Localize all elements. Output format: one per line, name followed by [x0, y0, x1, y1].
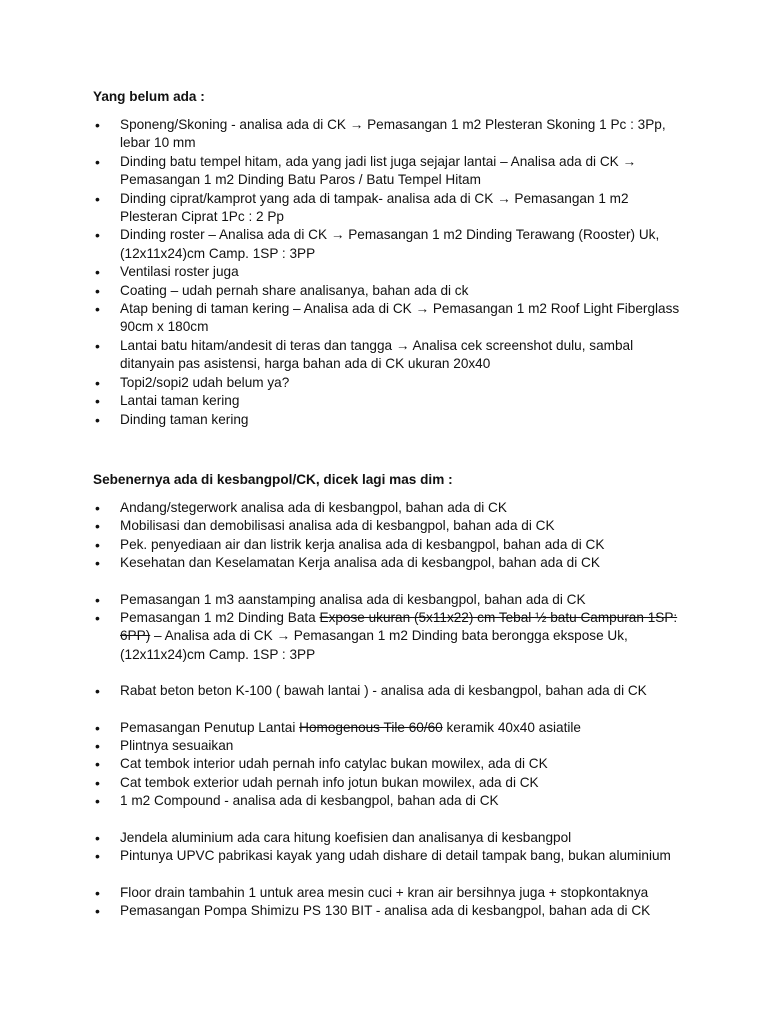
item-text: Dinding taman kering	[120, 411, 249, 427]
item-text: Pemasangan Pompa Shimizu PS 130 BIT - analisa ada di kesbangpol, bahan ada di CK	[120, 902, 651, 918]
item-text: Dinding batu tempel hitam, ada yang jadi list juga sejajar lantai – Analisa ada di CK	[120, 153, 623, 169]
item-text: Coating – udah pernah share analisanya, bahan ada di ck	[120, 282, 469, 298]
item-text-after: Pemasangan 1 m2 Dinding bata berongga ekspose Uk, (12x11x24)cm Camp. 1SP : 3PP	[120, 628, 628, 662]
struck-text: Expose ukuran (5x11x22) cm Tebal ½ batu Campuran 1SP: 6PP)	[120, 610, 678, 644]
item-text: Pek. penyediaan air dan listrik kerja analisa ada di kesbangpol, bahan ada di CK	[120, 536, 605, 552]
list-item	[0, 554, 680, 572]
list-item	[0, 499, 680, 517]
item-text: Pemasangan Penutup Lantai	[120, 719, 300, 735]
item-text: Sponeng/Skoning - analisa ada di CK	[120, 117, 350, 132]
list-item	[0, 374, 680, 392]
item-text: Lantai batu hitam/andesit di teras dan tangga	[120, 337, 396, 353]
item-text: Kesehatan dan Keselamatan Kerja analisa ada di kesbangpol, bahan ada di CK	[120, 555, 600, 571]
item-text: Jendela aluminium ada cara hitung koefisien dan analisanya di kesbangpol	[120, 829, 572, 845]
list-item	[0, 190, 680, 227]
section1-heading: Yang belum ada :	[93, 89, 205, 104]
arrow-icon: →	[276, 628, 291, 644]
item-text: Mobilisasi dan demobilisasi analisa ada di kesbangpol, bahan ada di CK	[120, 518, 555, 534]
list-item	[0, 300, 680, 337]
list-item	[0, 226, 680, 263]
item-text: Ventilasi roster juga	[120, 264, 239, 280]
item-text: Plintnya sesuaikan	[120, 738, 234, 754]
item-text: Cat tembok interior udah pernah info catylac bukan mowilex, ada di CK	[120, 756, 548, 772]
list-item	[0, 755, 680, 773]
item-text: Andang/stegerwork analisa ada di kesbangpol, bahan ada di CK	[120, 500, 507, 515]
item-text: Cat tembok exterior udah pernah info jotun bukan mowilex, ada di CK	[120, 774, 539, 790]
item-text-after: Pemasangan 1 m2 Plesteran Skoning 1 Pc : 3Pp, lebar 10 mm	[120, 117, 666, 151]
list-item	[0, 337, 680, 374]
list-item	[0, 792, 680, 810]
arrow-icon: →	[622, 153, 637, 169]
list-item	[0, 116, 680, 153]
list-item	[0, 719, 680, 737]
list-item	[0, 392, 680, 410]
item-text-after: Analisa cek screenshot dulu, sambal ditanyain pas asistensi, harga bahan ada di CK ukuran 20x40	[120, 337, 634, 372]
item-text-cont: – Analisa ada di CK	[150, 628, 277, 644]
list-item	[0, 517, 680, 535]
arrow-icon: →	[415, 301, 430, 317]
section2-list	[0, 499, 768, 920]
item-text: Lantai taman kering	[120, 393, 240, 409]
list-item	[0, 609, 680, 664]
item-text: 1 m2 Compound - analisa ada di kesbangpol, bahan ada di CK	[120, 793, 499, 809]
list-item	[0, 884, 680, 902]
list-item	[0, 902, 680, 920]
list-item	[0, 737, 680, 755]
list-item	[0, 829, 680, 847]
list-item	[0, 847, 680, 865]
arrow-icon: →	[395, 337, 410, 353]
item-text-cont: keramik 40x40 asiatile	[442, 719, 581, 735]
list-item	[0, 591, 680, 609]
item-text: Pemasangan 1 m3 aanstamping analisa ada di kesbangpol, bahan ada di CK	[120, 591, 586, 607]
item-text: Rabat beton beton K-100 ( bawah lantai ) - analisa ada di kesbangpol, bahan ada di CK	[120, 683, 647, 699]
item-text: Dinding ciprat/kamprot yang ada di tampak- analisa ada di CK	[120, 190, 498, 206]
item-text-after: Pemasangan 1 m2 Roof Light Fiberglass 90cm x 180cm	[120, 301, 680, 335]
item-text-after: Pemasangan 1 m2 Dinding Terawang (Rooster) Uk, (12x11x24)cm Camp. 1SP : 3PP	[120, 227, 660, 261]
arrow-icon: →	[330, 227, 345, 243]
list-item	[0, 263, 680, 281]
item-text: Atap bening di taman kering – Analisa ada di CK	[120, 301, 416, 317]
section2-heading: Sebenernya ada di kesbangpol/CK, dicek lagi mas dim :	[93, 472, 453, 487]
list-item	[0, 411, 680, 429]
item-text: Pemasangan 1 m2 Dinding Bata	[120, 610, 320, 626]
list-item	[0, 682, 680, 700]
item-text: Dinding roster – Analisa ada di CK	[120, 227, 331, 243]
struck-text: Homogenous Tile 60/60	[299, 719, 443, 735]
list-item	[0, 774, 680, 792]
section1-list	[0, 116, 768, 429]
list-item	[0, 282, 680, 300]
item-text: Floor drain tambahin 1 untuk area mesin cuci + kran air bersihnya juga + stopkontaknya	[120, 884, 649, 900]
list-item	[0, 153, 680, 190]
item-text-after: Pemasangan 1 m2 Dinding Batu Paros / Batu Tempel Hitam	[120, 172, 481, 188]
item-text: Pintunya UPVC pabrikasi kayak yang udah dishare di detail tampak bang, bukan aluminium	[120, 848, 671, 864]
item-text: Topi2/sopi2 udah belum ya?	[120, 374, 290, 390]
item-text-after: Pemasangan 1 m2 Plesteran Ciprat 1Pc : 2 Pp	[120, 190, 629, 225]
arrow-icon: →	[349, 117, 364, 132]
arrow-icon: →	[497, 190, 511, 206]
list-item	[0, 536, 680, 554]
